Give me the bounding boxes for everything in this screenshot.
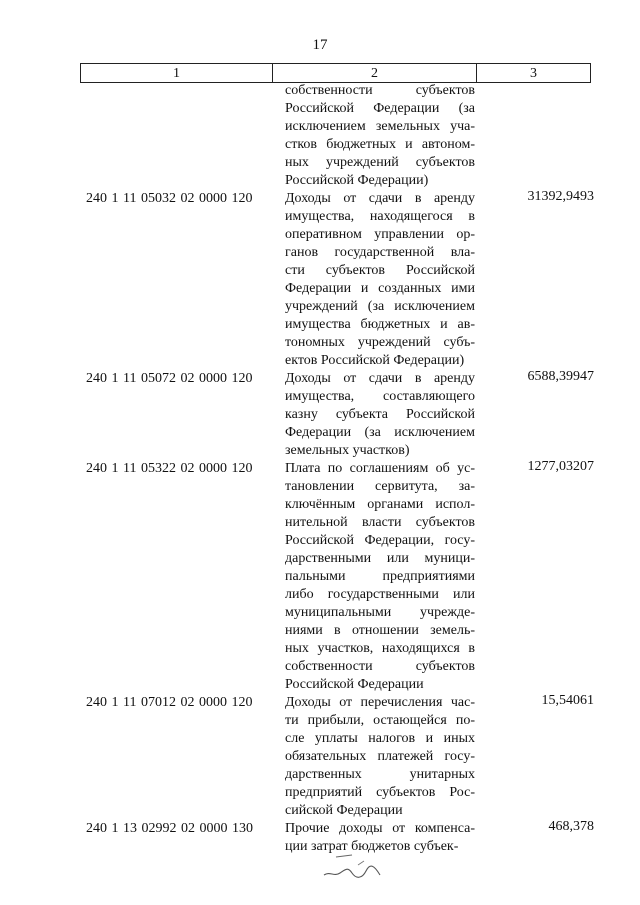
description-line: пальными предприятиями bbox=[285, 569, 475, 584]
revenue-code: 240 1 11 05032 02 0000 120 bbox=[86, 191, 253, 206]
description-line: тановлении сервитута, за- bbox=[285, 479, 475, 494]
description-line: имущества, находящегося в bbox=[285, 209, 475, 224]
description-line: ти прибыли, остающейся по- bbox=[285, 713, 475, 728]
description-line: Российской Федерации, госу- bbox=[285, 533, 475, 548]
revenue-code: 240 1 11 05322 02 0000 120 bbox=[86, 461, 253, 476]
revenue-code: 240 1 11 07012 02 0000 120 bbox=[86, 695, 253, 710]
description-line: нительной власти субъектов bbox=[285, 515, 475, 530]
description-line: ных учреждений субъектов bbox=[285, 155, 475, 170]
revenue-amount: 6588,39947 bbox=[527, 369, 594, 384]
header-col-3: 3 bbox=[477, 64, 591, 83]
revenue-description bbox=[285, 370, 475, 460]
description-line: либо государственными или bbox=[285, 587, 475, 602]
description-line: ключённым органами испол- bbox=[285, 497, 475, 512]
description-line: сийской Федерации bbox=[285, 803, 403, 818]
header-col-2: 2 bbox=[273, 64, 477, 83]
description-line: ции затрат бюджетов субъек- bbox=[285, 839, 459, 854]
revenue-description bbox=[285, 82, 475, 190]
description-line: собственности субъектов bbox=[285, 659, 475, 674]
description-line: учреждений (за исключением bbox=[285, 299, 475, 314]
description-line: дарственных унитарных bbox=[285, 767, 475, 782]
description-line: Доходы от сдачи в аренду bbox=[285, 371, 475, 386]
description-line: исключением земельных уча- bbox=[285, 119, 475, 134]
description-line: Федерации (за исключением bbox=[285, 425, 475, 440]
description-line: ектов Российской Федерации) bbox=[285, 353, 465, 368]
signature-mark bbox=[318, 845, 388, 885]
revenue-description bbox=[285, 190, 475, 370]
description-line: имущества, составляющего bbox=[285, 389, 475, 404]
description-line: казну субъекта Российской bbox=[285, 407, 475, 422]
revenue-code: 240 1 13 02992 02 0000 130 bbox=[86, 821, 253, 836]
page-number: 17 bbox=[312, 37, 328, 53]
description-line: ных участков, находящихся в bbox=[285, 641, 475, 656]
description-line: тономных учреждений субъ- bbox=[285, 335, 475, 350]
description-line: Доходы от перечисления час- bbox=[285, 695, 475, 710]
description-line: предприятий субъектов Рос- bbox=[285, 785, 475, 800]
revenue-description bbox=[285, 460, 475, 694]
description-line: оперативном управлении ор- bbox=[285, 227, 475, 242]
description-line: Российской Федерации (за bbox=[285, 101, 475, 116]
description-line: имущества бюджетных и ав- bbox=[285, 317, 475, 332]
description-line: земельных участков) bbox=[285, 443, 410, 458]
description-line: Федерации и созданных ими bbox=[285, 281, 475, 296]
description-line: собственности субъектов bbox=[285, 83, 475, 98]
description-line: муниципальными учрежде- bbox=[285, 605, 475, 620]
revenue-amount: 1277,03207 bbox=[527, 459, 594, 474]
header-col-1: 1 bbox=[81, 64, 273, 83]
description-line: ганов государственной вла- bbox=[285, 245, 475, 260]
revenue-code: 240 1 11 05072 02 0000 120 bbox=[86, 371, 253, 386]
description-line: дарственными или муници- bbox=[285, 551, 475, 566]
revenue-amount: 31392,9493 bbox=[527, 189, 594, 204]
description-line: ниями в отношении земель- bbox=[285, 623, 475, 638]
revenue-amount: 15,54061 bbox=[541, 693, 594, 708]
column-header-table bbox=[80, 63, 591, 83]
revenue-amount: 468,378 bbox=[548, 819, 594, 834]
description-line: Плата по соглашениям об ус- bbox=[285, 461, 475, 476]
description-line: Прочие доходы от компенса- bbox=[285, 821, 475, 836]
description-line: стков бюджетных и автоном- bbox=[285, 137, 475, 152]
revenue-rows bbox=[0, 82, 640, 856]
description-line: Доходы от сдачи в аренду bbox=[285, 191, 475, 206]
description-line: Российской Федерации) bbox=[285, 173, 429, 188]
description-line: сти субъектов Российской bbox=[285, 263, 475, 278]
description-line: обязательных платежей госу- bbox=[285, 749, 475, 764]
revenue-description bbox=[285, 694, 475, 820]
description-line: сле уплаты налогов и иных bbox=[285, 731, 475, 746]
description-line: Российской Федерации bbox=[285, 677, 424, 692]
